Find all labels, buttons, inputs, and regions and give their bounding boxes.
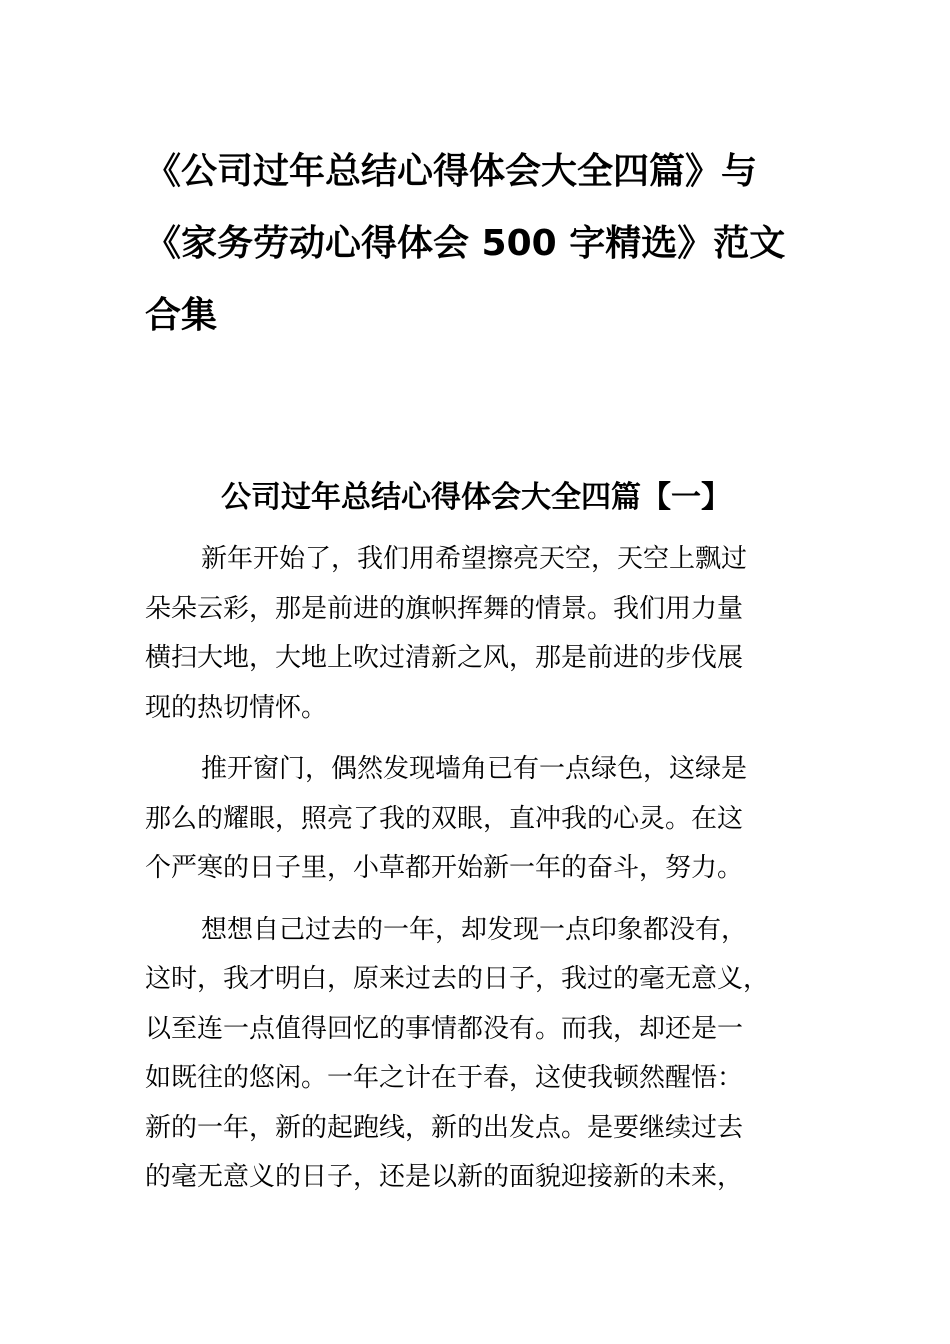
paragraph-line: 那么的耀眼，照亮了我的双眼，直冲我的心灵。在这 <box>145 803 744 834</box>
paragraph-line: 新年开始了，我们用希望擦亮天空，天空上飘过 <box>201 544 748 574</box>
document-title-line-3: 合集 <box>145 295 218 336</box>
paragraph-line: 朵朵云彩，那是前进的旗帜挥舞的情景。我们用力量 <box>145 593 744 624</box>
body-text <box>145 535 815 1215</box>
paragraph-1 <box>145 535 815 733</box>
paragraph-2 <box>145 745 815 894</box>
paragraph-line: 的毫无意义的日子，还是以新的面貌迎接新的未来， <box>145 1162 744 1192</box>
section-heading: 公司过年总结心得体会大全四篇【一】 <box>221 480 731 515</box>
paragraph-line: 横扫大地，大地上吹过清新之风，那是前进的步伐展 <box>145 643 744 673</box>
paragraph-line: 新的一年，新的起跑线，新的出发点。是要继续过去 <box>145 1112 744 1143</box>
paragraph-line: 这时，我才明白，原来过去的日子，我过的毫无意义， <box>145 964 770 994</box>
paragraph-line: 想想自己过去的一年，却发现一点印象都没有， <box>201 914 748 945</box>
paragraph-line: 现的热切情怀。 <box>145 692 328 723</box>
paragraph-line: 个严寒的日子里，小草都开始新一年的奋斗，努力。 <box>145 853 744 883</box>
document-title <box>145 136 815 352</box>
paragraph-line: 以至连一点值得回忆的事情都没有。而我，却还是一 <box>145 1013 744 1044</box>
paragraph-3 <box>145 906 815 1203</box>
document-title-line-2: 《家务劳动心得体会 500 字精选》范文 <box>145 223 786 264</box>
document-title-line-1: 《公司过年总结心得体会大全四篇》与 <box>145 151 758 192</box>
paragraph-line: 推开窗门，偶然发现墙角已有一点绿色，这绿是 <box>201 754 748 784</box>
paragraph-line: 如既往的悠闲。一年之计在于春，这使我顿然醒悟： <box>145 1063 744 1093</box>
